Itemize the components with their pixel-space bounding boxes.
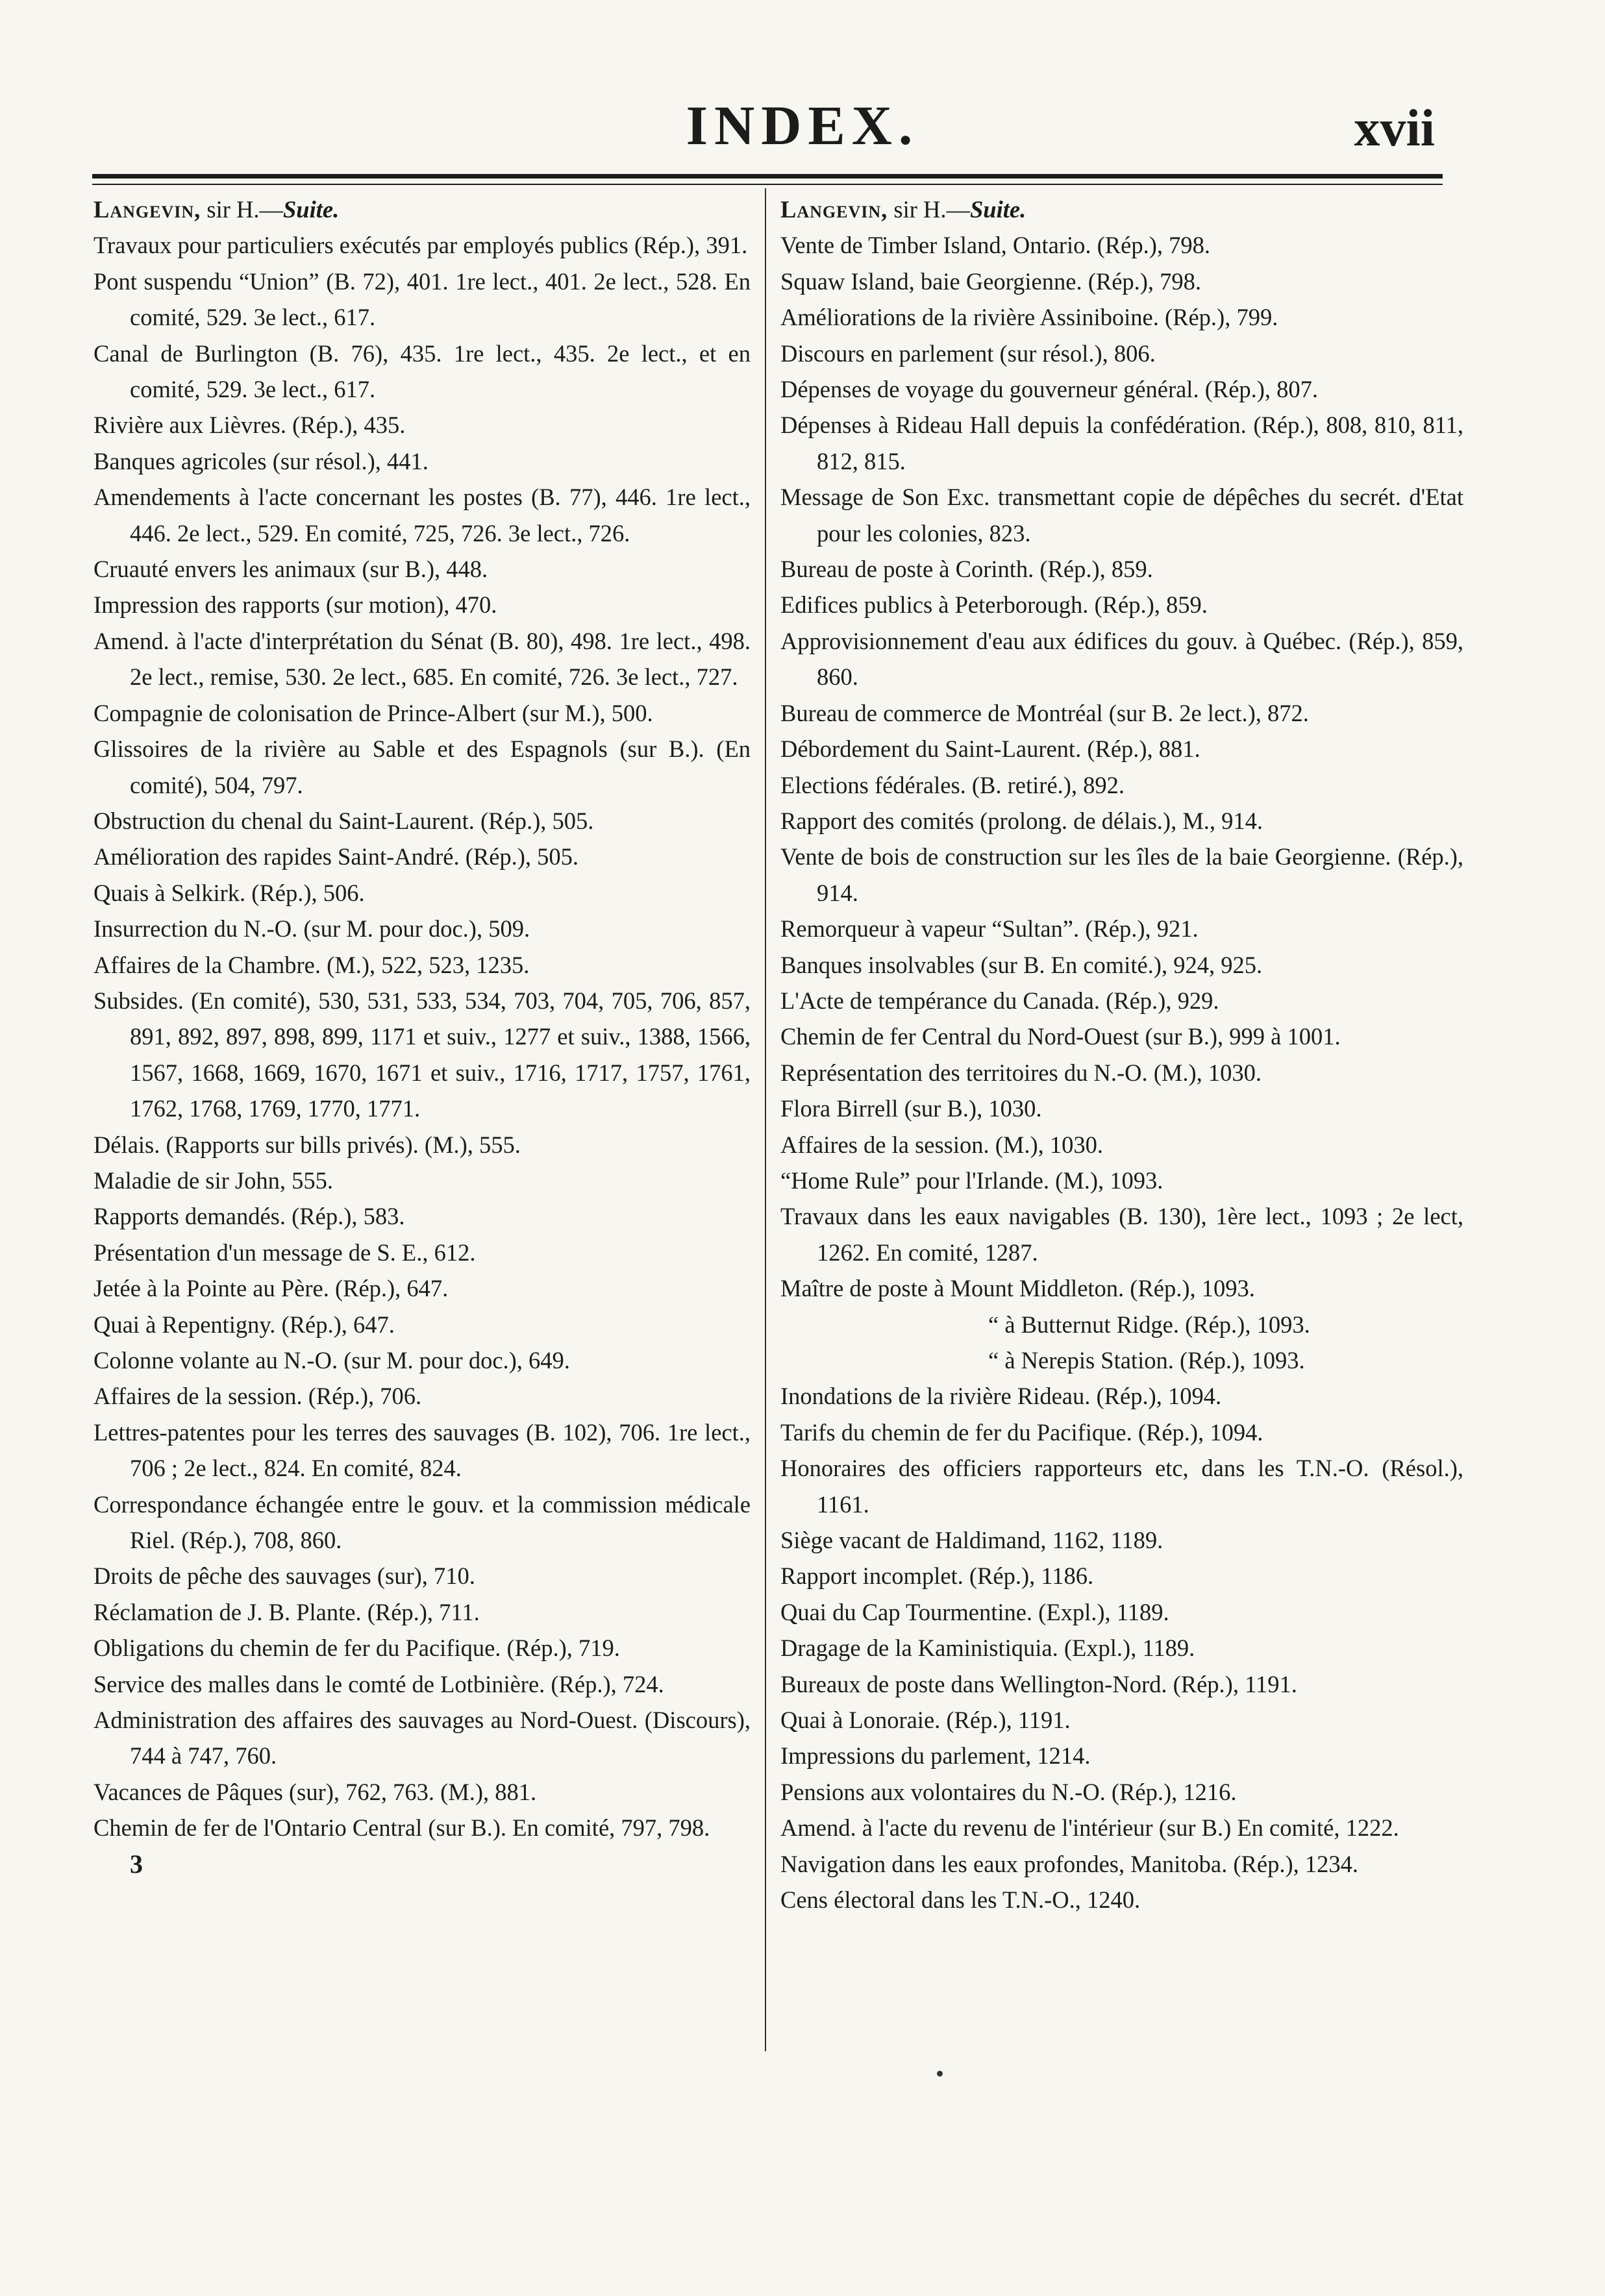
index-entry: Banques insolvables (sur B. En comité.), 924, 925. [780, 951, 1263, 978]
index-entry: Elections fédérales. (B. retiré.), 892. [780, 771, 1125, 798]
head-title: sir H.— [206, 196, 283, 223]
index-entry: Impression des rapports (sur motion), 470. [93, 591, 497, 619]
index-entry: Impressions du parlement, 1214. [780, 1742, 1091, 1770]
head-suite: Suite. [283, 196, 340, 223]
index-entry: Honoraires des officiers rapporteurs etc, dans les T.N.-O. (Résol.), 1161. [780, 1455, 1463, 1518]
index-entry: Affaires de la Chambre. (M.), 522, 523, 1235. [93, 951, 530, 978]
head-title: sir H.— [893, 196, 970, 223]
index-entry: Colonne volante au N.-O. (sur M. pour doc.), 649. [93, 1347, 570, 1374]
index-entry: Canal de Burlington (B. 76), 435. 1re lect., 435. 2e lect., et en comité, 529. 3e lect., 617. [93, 339, 751, 403]
index-entry: Correspondance échangée entre le gouv. et la commission médicale Riel. (Rép.), 708, 860. [93, 1490, 751, 1554]
index-entry: Travaux dans les eaux navigables (B. 130), 1ère lect., 1093 ; 2e lect, 1262. En comité, 1287. [780, 1203, 1463, 1266]
index-entry: Message de Son Exc. transmettant copie de dépêches du secrét. d'Etat pour les colonies, 823. [780, 484, 1463, 547]
index-entry: Maître de poste à Mount Middleton. (Rép.), 1093. [780, 1275, 1255, 1302]
index-entry: “ à Nerepis Station. (Rép.), 1093. [988, 1347, 1305, 1374]
index-entry: Discours en parlement (sur résol.), 806. [780, 339, 1156, 367]
index-entry: Pont suspendu “Union” (B. 72), 401. 1re lect., 401. 2e lect., 528. En comité, 529. 3e lect., 617. [93, 267, 751, 331]
index-entry: Quai à Lonoraie. (Rép.), 1191. [780, 1707, 1071, 1734]
index-entry: Banques agricoles (sur résol.), 441. [93, 447, 429, 475]
left-entry-list [93, 227, 751, 1845]
index-entry: Service des malles dans le comté de Lotbinière. (Rép.), 724. [93, 1670, 664, 1697]
right-sub-entry-list [780, 1307, 1463, 1379]
index-entry: Chemin de fer de l'Ontario Central (sur B.). En comité, 797, 798. [93, 1814, 710, 1842]
index-entry: Rapport incomplet. (Rép.), 1186. [780, 1562, 1094, 1590]
header-rule-thin [92, 184, 1443, 185]
index-entry: Rivière aux Lièvres. (Rép.), 435. [93, 412, 406, 439]
index-entry: Compagnie de colonisation de Prince-Albert (sur M.), 500. [93, 699, 653, 726]
index-entry: Quai à Repentigny. (Rép.), 647. [93, 1311, 395, 1338]
head-name: Langevin, [93, 196, 201, 223]
index-entry: Cens électoral dans les T.N.-O., 1240. [780, 1886, 1141, 1914]
index-entry: Remorqueur à vapeur “Sultan”. (Rép.), 921. [780, 915, 1199, 943]
index-entry: Chemin de fer Central du Nord-Ouest (sur B.), 999 à 1001. [780, 1023, 1341, 1050]
index-entry: Administration des affaires des sauvages au Nord-Ouest. (Discours), 744 à 747, 760. [93, 1707, 751, 1770]
index-entry: Rapport des comités (prolong. de délais.), M., 914. [780, 807, 1263, 834]
index-entry: Cruauté envers les animaux (sur B.), 448. [93, 556, 488, 583]
index-entry: Insurrection du N.-O. (sur M. pour doc.), 509. [93, 915, 530, 943]
signature-mark: 3 [130, 1849, 143, 1879]
index-entry: Affaires de la session. (Rép.), 706. [93, 1383, 422, 1410]
page-number: xvii [1354, 100, 1435, 157]
index-entry: Dragage de la Kaministiquia. (Expl.), 1189. [780, 1635, 1195, 1662]
index-entry: Améliorations de la rivière Assiniboine. (Rép.), 799. [780, 304, 1278, 331]
index-entry: Présentation d'un message de S. E., 612. [93, 1239, 476, 1266]
right-column-head [780, 191, 1463, 227]
index-entry: Maladie de sir John, 555. [93, 1167, 333, 1194]
left-column-head [93, 191, 751, 227]
index-entry: Vente de bois de construction sur les îles de la baie Georgienne. (Rép.), 914. [780, 843, 1463, 906]
index-entry: Dépenses à Rideau Hall depuis la confédération. (Rép.), 808, 810, 811, 812, 815. [780, 412, 1463, 475]
index-entry: Approvisionnement d'eau aux édifices du gouv. à Québec. (Rép.), 859, 860. [780, 627, 1463, 691]
head-name: Langevin, [780, 196, 888, 223]
index-entry: Droits de pêche des sauvages (sur), 710. [93, 1562, 475, 1590]
index-entry: Bureau de poste à Corinth. (Rép.), 859. [780, 556, 1153, 583]
index-entry: Débordement du Saint-Laurent. (Rép.), 881. [780, 735, 1201, 763]
index-entry: Réclamation de J. B. Plante. (Rép.), 711. [93, 1598, 480, 1625]
index-entry: Travaux pour particuliers exécutés par employés publics (Rép.), 391. [93, 232, 748, 259]
index-entry: L'Acte de tempérance du Canada. (Rép.), 929. [780, 987, 1219, 1014]
index-entry: Quais à Selkirk. (Rép.), 506. [93, 879, 365, 906]
index-entry: Edifices publics à Peterborough. (Rép.), 859. [780, 591, 1208, 619]
index-entry: Amend. à l'acte du revenu de l'intérieur (sur B.) En comité, 1222. [780, 1814, 1399, 1842]
index-entry: Inondations de la rivière Rideau. (Rép.), 1094. [780, 1383, 1222, 1410]
head-suite: Suite. [970, 196, 1026, 223]
index-entry: Amendements à l'acte concernant les postes (B. 77), 446. 1re lect., 446. 2e lect., 529. En comité, 725, 726. 3e lect., 726. [93, 484, 751, 547]
index-entry: Vacances de Pâques (sur), 762, 763. (M.), 881. [93, 1778, 537, 1805]
index-entry: Bureau de commerce de Montréal (sur B. 2e lect.), 872. [780, 699, 1309, 726]
index-entry: Flora Birrell (sur B.), 1030. [780, 1095, 1042, 1122]
index-entry: Obstruction du chenal du Saint-Laurent. (Rép.), 505. [93, 807, 594, 834]
index-entry: Quai du Cap Tourmentine. (Expl.), 1189. [780, 1598, 1169, 1625]
column-divider [765, 188, 766, 2051]
left-column [93, 191, 751, 1882]
index-entry: Dépenses de voyage du gouverneur général. (Rép.), 807. [780, 376, 1319, 403]
index-entry: “ à Butternut Ridge. (Rép.), 1093. [988, 1311, 1310, 1338]
right-entry-list-continued [780, 1378, 1463, 1918]
index-entry: Lettres-patentes pour les terres des sauvages (B. 102), 706. 1re lect., 706 ; 2e lect., 824. En comité, 824. [93, 1418, 751, 1482]
index-entry: Obligations du chemin de fer du Pacifique. (Rép.), 719. [93, 1635, 620, 1662]
index-entry: Amélioration des rapides Saint-André. (Rép.), 505. [93, 843, 579, 870]
index-entry: Tarifs du chemin de fer du Pacifique. (Rép.), 1094. [780, 1418, 1263, 1446]
index-entry: Affaires de la session. (M.), 1030. [780, 1131, 1104, 1158]
index-entry: Navigation dans les eaux profondes, Manitoba. (Rép.), 1234. [780, 1850, 1358, 1877]
page-title: INDEX. [686, 94, 919, 156]
ink-dot [937, 2071, 943, 2077]
index-entry: Vente de Timber Island, Ontario. (Rép.), 798. [780, 232, 1210, 259]
index-entry: “Home Rule” pour l'Irlande. (M.), 1093. [780, 1167, 1163, 1194]
index-entry: Squaw Island, baie Georgienne. (Rép.), 798. [780, 267, 1202, 295]
index-entry: Amend. à l'acte d'interprétation du Sénat (B. 80), 498. 1re lect., 498. 2e lect., remise, 530. 2e lect., 685. En comité, 726. 3e lect., 727. [93, 627, 751, 691]
index-entry: Glissoires de la rivière au Sable et des Espagnols (sur B.). (En comité), 504, 797. [93, 735, 751, 798]
index-entry: Rapports demandés. (Rép.), 583. [93, 1203, 405, 1230]
index-entry: Délais. (Rapports sur bills privés). (M.), 555. [93, 1131, 521, 1158]
right-column [780, 191, 1463, 1918]
index-entry: Pensions aux volontaires du N.-O. (Rép.), 1216. [780, 1778, 1237, 1805]
index-entry: Siège vacant de Haldimand, 1162, 1189. [780, 1527, 1163, 1554]
right-entry-list [780, 227, 1463, 1306]
index-entry: Bureaux de poste dans Wellington-Nord. (Rép.), 1191. [780, 1670, 1297, 1697]
index-entry: Subsides. (En comité), 530, 531, 533, 534, 703, 704, 705, 706, 857, 891, 892, 897, 898, 899, 1171 et suiv., 1277 et suiv., 1388, 1566, 1567, 1668, 1669, 1670, 1671 et suiv., 1716, 1717, 1757, 1761, 1762, 1768, 1769, 1770, 1771. [93, 987, 751, 1122]
header-rule-thick [92, 174, 1443, 179]
index-entry: Représentation des territoires du N.-O. (M.), 1030. [780, 1059, 1262, 1086]
index-entry: Jetée à la Pointe au Père. (Rép.), 647. [93, 1275, 449, 1302]
